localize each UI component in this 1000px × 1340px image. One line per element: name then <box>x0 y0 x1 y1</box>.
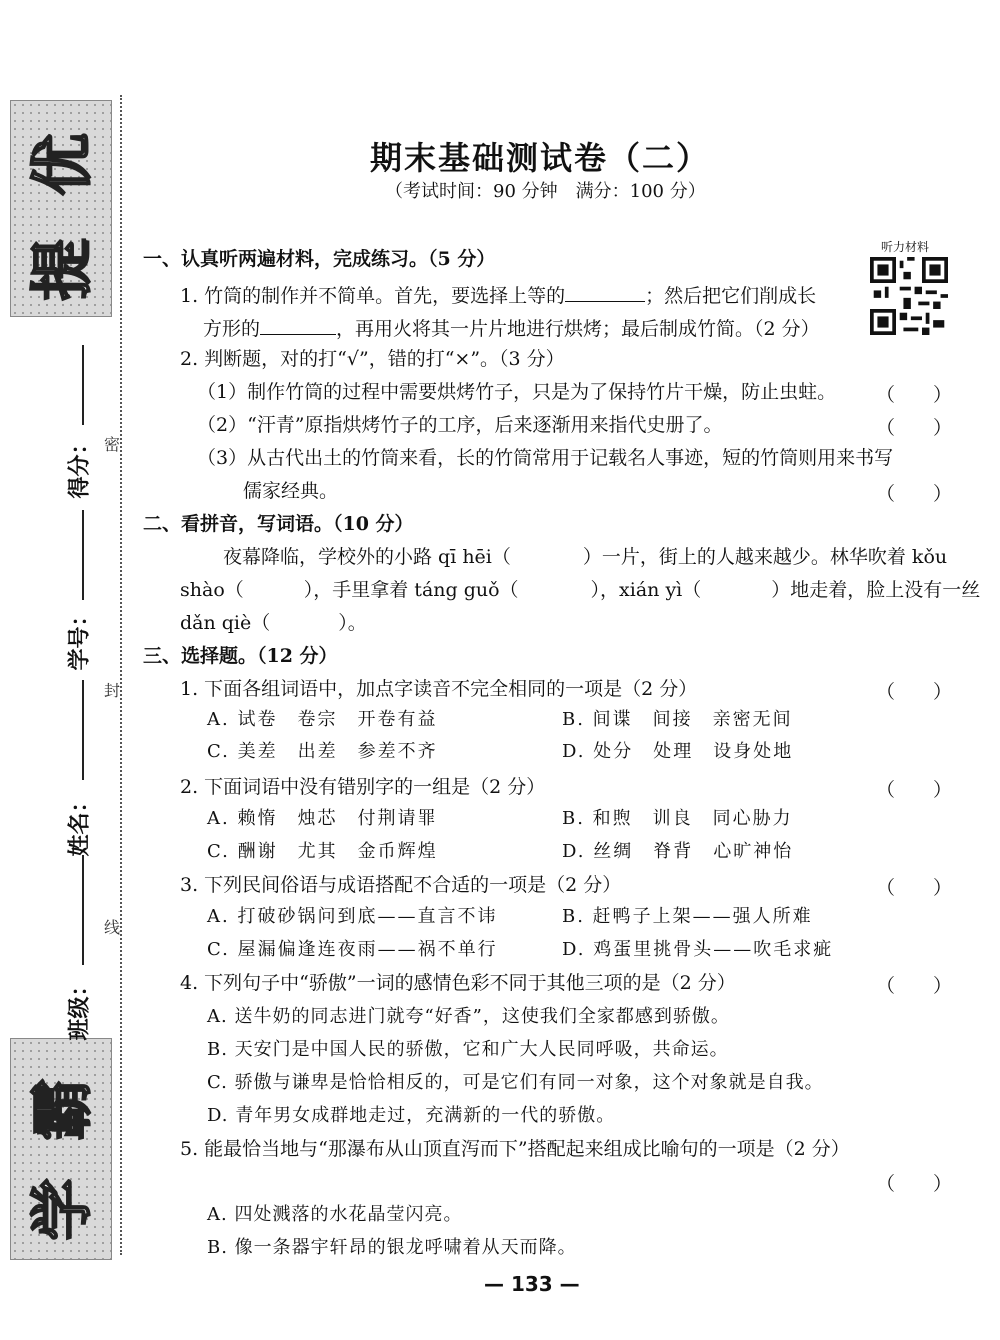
s1-q2-2: （2）“汗青”原指烘烤竹子的工序，后来逐渐用来指代史册了。 <box>197 414 723 436</box>
sidebar-top-char-2: 优 <box>25 133 99 196</box>
s3-q2-option-b: B. 和煦 训良 同心胁力 <box>562 808 793 829</box>
s3-q2-answer[interactable]: （ ） <box>876 779 953 801</box>
s1-q1-line2 <box>203 314 820 341</box>
s3-q1-answer[interactable]: （ ） <box>876 681 953 703</box>
section3-heading: 三、选择题。（12 分） <box>143 645 338 667</box>
s1-q2-3b: 儒家经典。 <box>243 480 339 502</box>
field-label-score: 得分： <box>67 432 93 499</box>
s3-q3-option-a: A. 打破砂锅问到底——直言不讳 <box>207 906 498 927</box>
field-line-name <box>82 680 84 780</box>
s3-q1-option-a: A. 试卷 卷宗 开卷有益 <box>207 709 438 730</box>
s3-q2: 2. 下面词语中没有错别字的一组是（2 分） <box>180 776 546 798</box>
s1-q2-1-answer[interactable]: （ ） <box>876 384 953 406</box>
s1-q2-1: （1）制作竹筒的过程中需要烘烤竹子，只是为了保持竹片干燥，防止虫蛀。 <box>197 381 837 403</box>
s2-line2-b: ），手里拿着 táng guǒ（ <box>303 579 519 601</box>
s2-line1 <box>223 545 947 569</box>
sidebar-top-char-1: 提 <box>25 238 99 301</box>
s2-line2-a: shào（ <box>180 579 244 601</box>
s3-q4-answer[interactable]: （ ） <box>876 975 953 997</box>
section2-heading: 二、看拼音，写词语。（10 分） <box>143 513 414 535</box>
s3-q4-option-b: B. 天安门是中国人民的骄傲，它和广大人民同呼吸，共命运。 <box>207 1039 729 1060</box>
s1-q2-3a: （3）从古代出土的竹筒来看，长的竹筒常用于记载名人事迹，短的竹筒则用来书写 <box>197 447 894 469</box>
s3-q1-option-b: B. 间谍 间接 亲密无间 <box>562 709 793 730</box>
s3-q2-option-c: C. 酬谢 尤其 金币辉煌 <box>207 841 438 862</box>
s1-q1-text-c: 方形的 <box>203 318 261 340</box>
s2-line3 <box>180 611 367 635</box>
s1-q1-blank-1[interactable] <box>565 281 645 302</box>
page-title: 期末基础测试卷（二） <box>370 139 711 177</box>
s3-q1: 1. 下面各组词语中，加点字读音不完全相同的一项是（2 分） <box>180 678 698 700</box>
s3-q5-option-b: B. 像一条器宇轩昂的银龙呼啸着从天而降。 <box>207 1237 577 1258</box>
s2-line2 <box>180 578 980 602</box>
s1-q2-3-answer[interactable]: （ ） <box>876 483 953 505</box>
s3-q4: 4. 下列句子中“骄傲”一词的感情色彩不同于其他三项的是（2 分） <box>180 972 736 994</box>
seal-char-mi: 密 <box>104 435 121 454</box>
s1-q1-text-b: ；然后把它们削成长 <box>645 285 817 307</box>
s1-q1-text-a: 1. 竹筒的制作并不简单。首先，要选择上等的 <box>180 285 566 307</box>
s3-q4-option-d: D. 青年男女成群地走过，充满新的一代的骄傲。 <box>207 1105 616 1126</box>
s3-q1-option-d: D. 处分 处理 设身处地 <box>562 741 794 762</box>
s3-q1-option-c: C. 美差 出差 参差不齐 <box>207 741 438 762</box>
field-label-id: 学号： <box>67 604 93 671</box>
s3-q3-answer[interactable]: （ ） <box>876 877 953 899</box>
s3-q3-option-b: B. 赶鸭子上架——强人所难 <box>562 906 813 927</box>
s3-q5-answer[interactable]: （ ） <box>876 1173 953 1195</box>
s1-q2-2-answer[interactable]: （ ） <box>876 417 953 439</box>
field-label-class: 班级： <box>67 974 93 1041</box>
s3-q5-option-a: A. 四处溅落的水花晶莹闪亮。 <box>207 1204 463 1225</box>
s1-q1-line1 <box>180 281 816 308</box>
field-line-score <box>82 345 84 425</box>
s2-line1-b: ）一片，街上的人越来越少。林华吹着 kǒu <box>582 546 948 568</box>
seal-line <box>120 95 122 1255</box>
section1-heading: 一、认真听两遍材料，完成练习。（5 分） <box>143 248 496 270</box>
qr-label: 听力材料 <box>881 240 930 254</box>
seal-char-feng: 封 <box>104 681 121 700</box>
s1-q2: 2. 判断题，对的打“√”，错的打“×”。（3 分） <box>180 348 565 370</box>
s1-q1-text-d: ，再用火将其一片片地进行烘烤；最后制成竹简。（2 分） <box>336 318 820 340</box>
field-label-name: 姓名： <box>67 790 93 857</box>
field-line-class <box>82 855 84 965</box>
s2-line2-d: ）地走着，脸上没有一丝 <box>771 579 981 601</box>
sidebar-bottom-char-1: 学 <box>25 1178 99 1241</box>
s2-line3-a: dǎn qiè（ <box>180 612 271 634</box>
s3-q4-option-a: A. 送牛奶的同志进门就夸“好香”，这使我们全家都感到骄傲。 <box>207 1006 730 1027</box>
s3-q4-option-c: C. 骄傲与谦卑是恰恰相反的，可是它们有同一对象，这个对象就是自我。 <box>207 1072 824 1093</box>
s3-q3: 3. 下列民间俗语与成语搭配不合适的一项是（2 分） <box>180 874 622 896</box>
s3-q3-option-d: D. 鸡蛋里挑骨头——吹毛求疵 <box>562 939 834 960</box>
qr-code-icon <box>870 257 948 335</box>
s3-q3-option-c: C. 屋漏偏逢连夜雨——祸不单行 <box>207 939 498 960</box>
page-number: — 133 — <box>484 1272 580 1296</box>
s1-q1-blank-2[interactable] <box>260 314 336 335</box>
s3-q5: 5. 能最恰当地与“那瀑布从山顶直泻而下”搭配起来组成比喻句的一项是（2 分） <box>180 1138 850 1160</box>
seal-char-xian: 线 <box>104 918 121 937</box>
s2-line1-a: 夜幕降临，学校外的小路 qī hēi（ <box>223 546 511 568</box>
sidebar-bottom-char-2: 霸 <box>25 1078 99 1141</box>
field-line-id <box>82 510 84 600</box>
s3-q2-option-d: D. 丝绸 脊背 心旷神怡 <box>562 841 794 862</box>
page-subtitle: （考试时间：90 分钟 满分：100 分） <box>385 181 706 202</box>
s2-line2-c: ），xián yì（ <box>590 579 702 601</box>
s2-line3-b: ）。 <box>338 612 367 634</box>
s3-q2-option-a: A. 赖惰 烛芯 付荆请罪 <box>207 808 438 829</box>
